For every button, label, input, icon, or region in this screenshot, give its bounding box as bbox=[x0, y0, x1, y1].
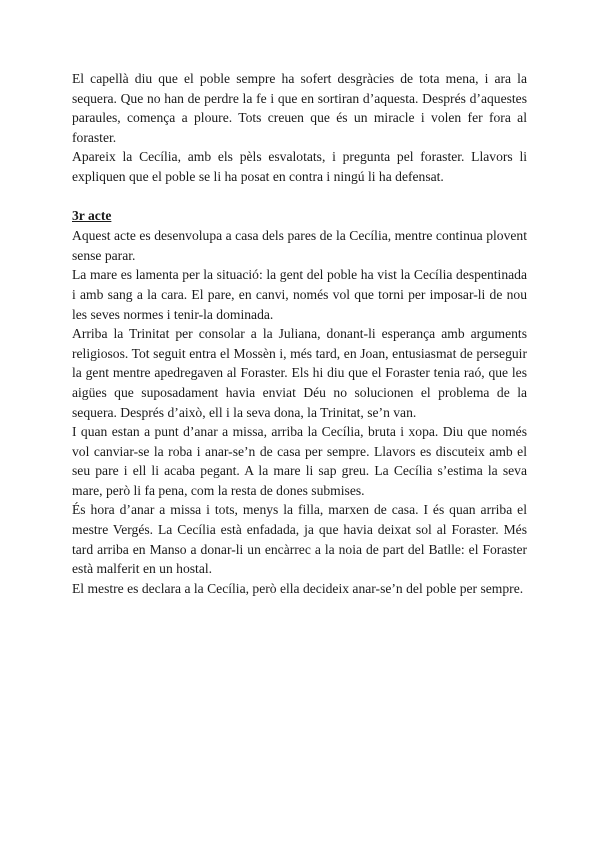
paragraph-setting: Aquest acte es desenvolupa a casa dels pares de la Cecília, mentre continua plovent sense parar. bbox=[72, 228, 527, 263]
paragraph-trinitat-arrives: Arriba la Trinitat per consolar a la Juliana, donant-li esperança amb arguments religiosos. Tot seguit entra el Mossèn i, més tard, en Joan, entusiasmat de perseguir la gent mentre apedregaven al Foraster. Els hi diu que el Foraster tenia raó, que les aigües que suposadament havia enviat Déu no solucionen el problema de la sequera. Després d’això, ell i la seva dona, la Trinitat, se’n van. bbox=[72, 326, 527, 420]
paragraph-mass-time: És hora d’anar a missa i tots, menys la filla, marxen de casa. I és quan arriba el mestre Vergés. La Cecília està enfadada, ja que havia deixat sol al Foraster. Més tard arriba en Manso a donar-li un encàrrec a la noia de part del Batlle: el Foraster està malferit en un hostal. bbox=[72, 502, 527, 577]
paragraph-cecilia-returns: I quan estan a punt d’anar a missa, arriba la Cecília, bruta i xopa. Diu que només vol canviar-se la roba i anar-se’n de casa per sempre. Llavors es discuteix amb el seu pare i ell li acaba pegant. A la mare li sap greu. La Cecília s’estima la seva mare, però li fa pena, com la resta de dones submises. bbox=[72, 424, 527, 498]
paragraph-priest-speech: El capellà diu que el poble sempre ha sofert desgràcies de tota mena, i ara la sequera. Que no han de perdre la fe i que en sortiran d’aquesta. Després d’aquestes paraules, comença a ploure. Tots creuen que és un miracle i volen fer fora al foraster. bbox=[72, 71, 527, 145]
section-heading-act-3: 3r acte bbox=[72, 207, 112, 223]
document-body bbox=[72, 69, 527, 598]
paragraph-mother-laments: La mare es lamenta per la situació: la gent del poble ha vist la Cecília despentinada i amb sang a la cara. El pare, en canvi, només vol que torni per imposar-li de nou les seves normes i tenir-la dominada. bbox=[72, 267, 527, 322]
paragraph-cecilia-appears: Apareix la Cecília, amb els pèls esvalotats, i pregunta pel foraster. Llavors li expliquen que el poble se li ha posat en contra i ningú li ha defensat. bbox=[72, 149, 527, 184]
section-spacer bbox=[72, 187, 527, 206]
paragraph-teacher-declares: El mestre es declara a la Cecília, però ella decideix anar-se’n del poble per sempre. bbox=[72, 580, 524, 596]
